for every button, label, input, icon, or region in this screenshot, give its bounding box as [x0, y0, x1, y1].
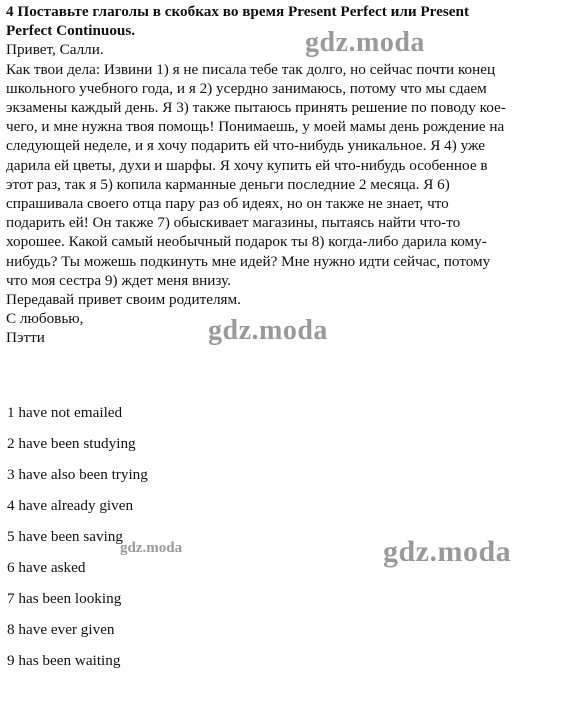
letter-closing-regards: Передавай привет своим родителям.: [6, 291, 241, 309]
answer-item: 5 have been saving: [7, 528, 123, 545]
letter-line: что моя сестра 9) ждет меня внизу.: [6, 271, 231, 289]
letter-line: подарить ей! Он также 7) обыскивает магазины, пытаясь найти что-то: [6, 214, 461, 232]
answer-item: 7 has been looking: [7, 590, 122, 607]
answer-item: 9 has been waiting: [7, 652, 121, 669]
task-title-line-2: Perfect Continuous.: [6, 22, 136, 40]
letter-line: следующей неделе, и я хочу подарить ей что-нибудь уникальное. Я 4) уже: [6, 137, 486, 155]
answer-item: 2 have been studying: [7, 435, 136, 452]
letter-closing-love: С любовью,: [6, 310, 84, 328]
letter-line: нибудь? Ты можешь подкинуть мне идей? Мне нужно идти сейчас, потому: [6, 252, 491, 270]
answer-item: 6 have asked: [7, 559, 86, 576]
letter-line: этот раз, так я 5) копила карманные деньги последние 2 месяца. Я 6): [6, 175, 450, 193]
letter-greeting: Привет, Салли.: [6, 41, 104, 59]
letter-line: чего, и мне нужна твоя помощь! Понимаешь, у моей мамы день рождение на: [6, 118, 505, 136]
watermark: gdz.moda: [383, 535, 512, 568]
letter-line: Как твои дела: Извини 1) я не писала тебе так долго, но сейчас почти конец: [6, 60, 496, 78]
letter-line: школьного учебного года, и я 2) усердно занимаюсь, потому что мы сдаем: [6, 79, 487, 97]
task-text: [6, 2, 572, 348]
letter-line: спрашивала своего отца пару раз об идеях, но он также не знает, что: [6, 195, 449, 213]
letter-line: хорошее. Какой самый необычный подарок ты 8) когда-либо дарила кому-: [6, 233, 487, 251]
letter-line: экзамены каждый день. Я 3) также пытаюсь принять решение по поводу кое-: [6, 99, 506, 117]
answer-item: 3 have also been trying: [7, 466, 148, 483]
answer-list: [7, 397, 148, 676]
answer-item: 1 have not emailed: [7, 404, 123, 421]
answer-item: 4 have already given: [7, 497, 134, 514]
answer-item: 8 have ever given: [7, 621, 115, 638]
task-title-line-1: 4 Поставьте глаголы в скобках во время Present Perfect или Present: [6, 3, 470, 20]
watermark: gdz.moda: [208, 315, 328, 346]
letter-line: дарила ей цветы, духи и шарфы. Я хочу купить ей что-нибудь особенное в: [6, 156, 488, 174]
letter-signature: Пэтти: [6, 329, 45, 347]
watermark: gdz.moda: [305, 27, 425, 58]
watermark: gdz.moda: [120, 540, 183, 556]
